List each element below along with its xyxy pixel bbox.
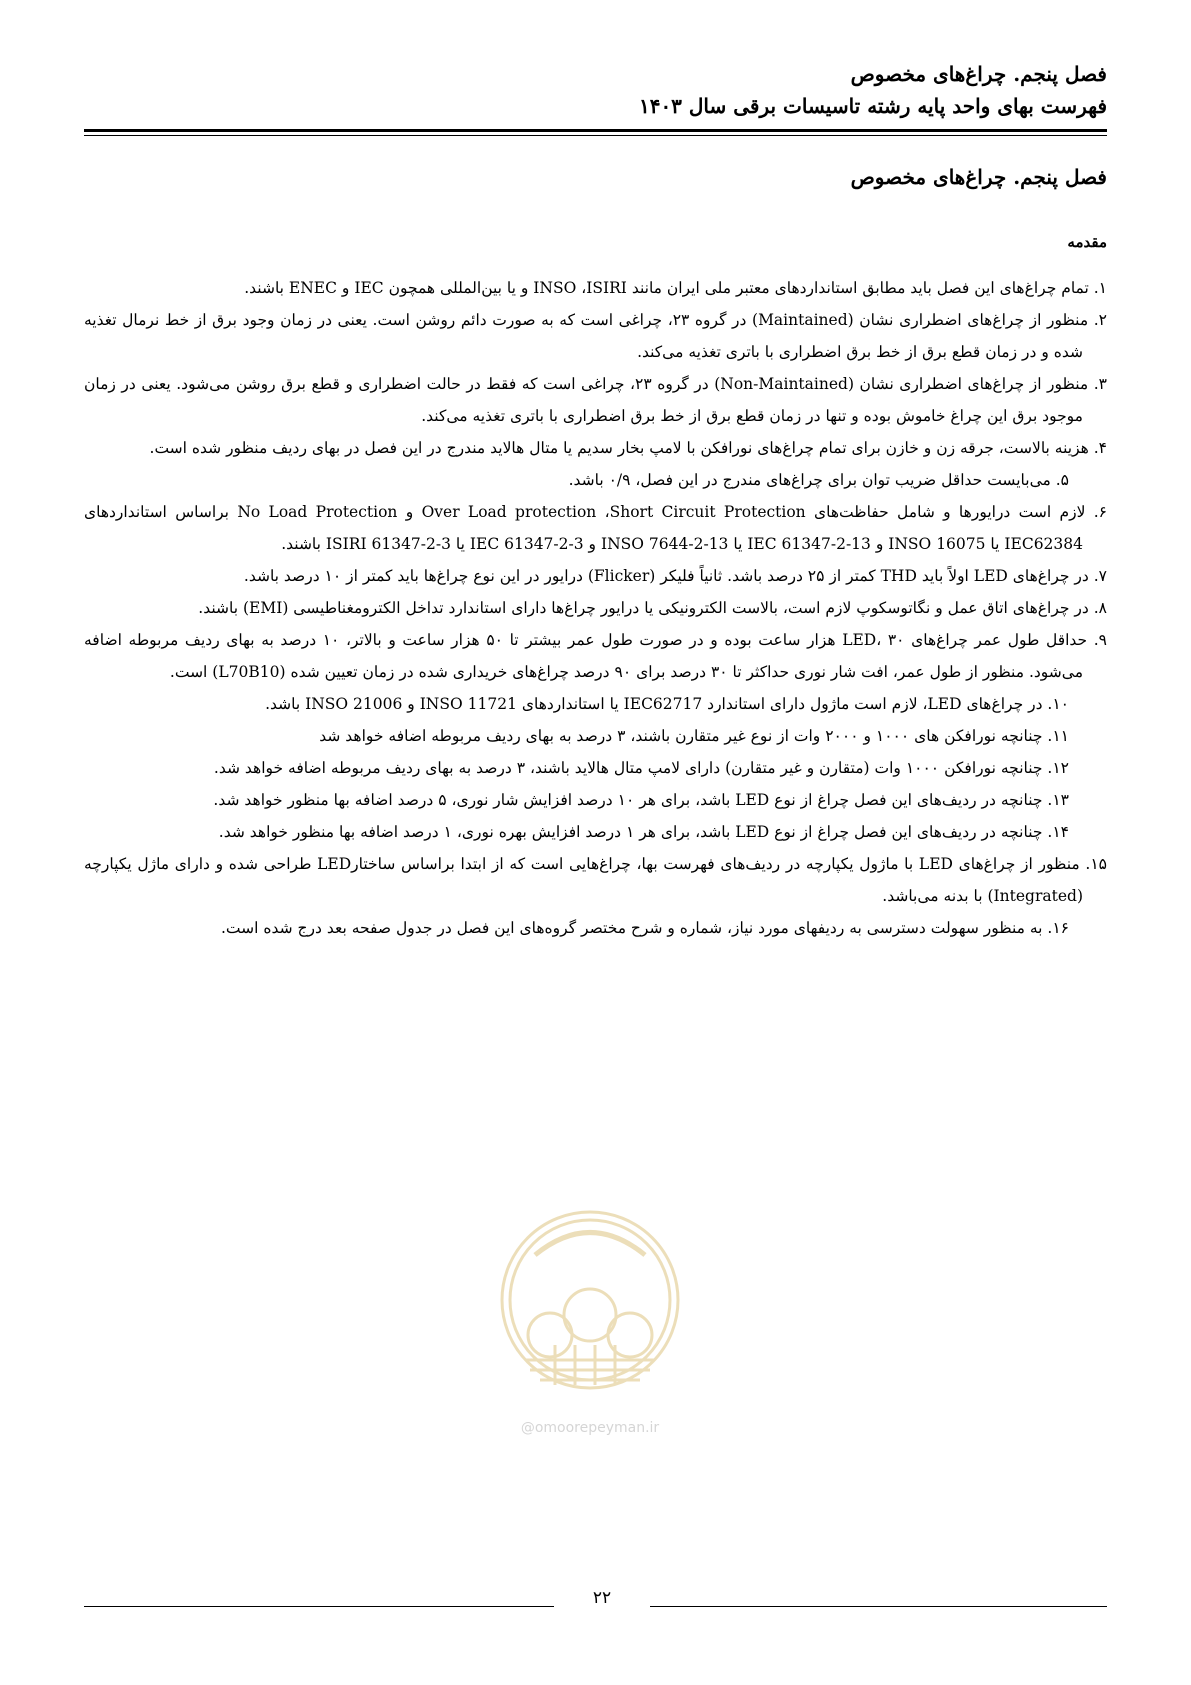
list-item: ۱۱. چنانچه نورافکن های ۱۰۰۰ و ۲۰۰۰ وات از نوع غیر متقارن باشند، ۳ درصد به بهای ردیف مربوطه اضافه خواهد شد	[319, 727, 1069, 745]
list-item: ۴. هزینه بالاست، جرقه زن و خازن برای تمام چراغ‌های نورافکن با لامپ بخار سدیم یا متال هالاید مندرج در این فصل در بهای ردیف منظور شده است.	[149, 439, 1107, 457]
list-item: ۱۰. در چراغ‌های LED، لازم است ماژول دارای استاندارد IEC62717 یا استانداردهای INSO 11721 و INSO 21006 باشد.	[265, 695, 1069, 713]
introduction-list	[84, 272, 1107, 944]
header-divider-thin	[84, 135, 1107, 136]
list-item: ۷. در چراغ‌های LED اولاً باید THD کمتر از ۲۵ درصد باشد. ثانیاً فلیکر (Flicker) درایور در این نوع چراغ‌ها باید کمتر از ۱۰ درصد باشد.	[243, 567, 1107, 585]
page-header	[84, 58, 1107, 122]
watermark-url: @omoorepeyman.ir	[520, 1420, 660, 1436]
footer-rule-left	[84, 1606, 554, 1607]
introduction-heading: مقدمه	[1067, 233, 1107, 251]
list-item: ۸. در چراغ‌های اتاق عمل و نگاتوسکوپ لازم است، بالاست الکترونیکی یا درایور چراغ‌ها دارای استاندارد تداخل الکترومغناطیسی (EMI) باشند.	[198, 599, 1107, 617]
list-item: ۵. می‌بایست حداقل ضریب توان برای چراغ‌های مندرج در این فصل، ۰/۹ باشد.	[568, 471, 1069, 489]
list-item: ۱۳. چنانچه در ردیف‌های این فصل چراغ از نوع LED باشد، برای هر ۱۰ درصد افزایش شار نوری، ۵ درصد اضافه بها منظور خواهد شد.	[213, 791, 1069, 809]
list-item: ۱۲. چنانچه نورافکن ۱۰۰۰ وات (متقارن و غیر متقارن) دارای لامپ متال هالاید باشند، ۳ درصد به بهای ردیف مربوطه اضافه خواهد شد.	[213, 759, 1069, 777]
header-document-title: فهرست بهای واحد پایه رشته تاسیسات برقی سال ۱۴۰۳	[638, 94, 1107, 118]
header-divider-thick	[84, 129, 1107, 132]
header-chapter-title: فصل پنجم. چراغ‌های مخصوص	[850, 62, 1107, 86]
list-item: ۱. تمام چراغ‌های این فصل باید مطابق استانداردهای معتبر ملی ایران مانند INSO ،ISIRI و یا بین‌المللی همچون IEC و ENEC باشند.	[244, 279, 1107, 297]
gear-emblem-icon	[495, 1185, 685, 1415]
page-number: ۲۲	[592, 1588, 612, 1608]
list-item: ۱۴. چنانچه در ردیف‌های این فصل چراغ از نوع LED باشد، برای هر ۱ درصد افزایش بهره نوری، ۱ درصد اضافه بها منظور خواهد شد.	[218, 823, 1069, 841]
list-item: ۹. حداقل طول عمر چراغ‌های LED، ۳۰ هزار ساعت بوده و در صورت طول عمر بیشتر تا ۵۰ هزار ساعت و بالاتر، ۱۰ درصد به بهای ردیف مربوطه اضافه می‌شود. منظور از طول عمر، افت شار نوری حداکثر تا ۳۰ درصد برای ۹۰ درصد چراغ‌های خریداری شده در زمان تعیین شده (L70B10) است.	[84, 631, 1107, 681]
list-item: ۳. منظور از چراغ‌های اضطراری نشان (Non-Maintained) در گروه ۲۳، چراغی است که فقط در حالت اضطراری و قطع برق روشن می‌شود. یعنی در زمان موجود برق این چراغ خاموش بوده و تنها در زمان قطع برق از خط برق اضطراری با باتری تغذیه می‌کند.	[84, 375, 1107, 425]
list-item: ۱۶. به منظور سهولت دسترسی به ردیفهای مورد نیاز، شماره و شرح مختصر گروه‌های این فصل در جدول صفحه بعد درج شده است.	[221, 919, 1069, 937]
footer-rule-right	[650, 1606, 1107, 1607]
chapter-title: فصل پنجم. چراغ‌های مخصوص	[850, 165, 1107, 189]
list-item: ۲. منظور از چراغ‌های اضطراری نشان (Maintained) در گروه ۲۳، چراغی است که به صورت دائم روشن است. یعنی در زمان وجود برق از خط نرمال تغذیه شده و در زمان قطع برق از خط برق اضطراری با باتری تغذیه می‌کند.	[84, 311, 1107, 361]
watermark	[495, 1185, 685, 1445]
list-item: ۱۵. منظور از چراغ‌های LED با ماژول یکپارچه در ردیف‌های فهرست بها، چراغ‌هایی است که از ابتدا براساس ساختارLED طراحی شده و دارای ماژل یکپارچه (Integrated) با بدنه می‌باشد.	[84, 855, 1107, 905]
list-item: ۶. لازم است درایورها و شامل حفاظت‌های Over Load protection ،Short Circuit Protection و No Load Protection براساس استانداردهای IEC62384 یا INSO 16075 و IEC 61347-2-13 یا INSO 7644-2-13 و IEC 61347-2-3 یا ISIRI 61347-2-3 باشند.	[84, 503, 1107, 553]
